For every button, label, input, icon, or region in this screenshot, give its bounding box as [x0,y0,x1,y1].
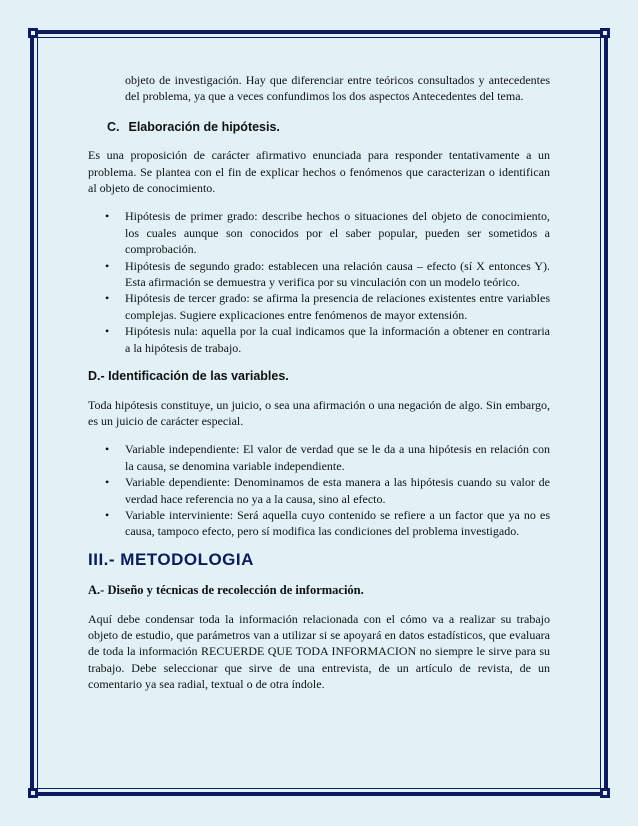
section-a-heading: A.- Diseño y técnicas de recolección de información. [88,583,364,598]
section-a-paragraph: Aquí debe condensar toda la información relacionada con el cómo va a realizar su trabajo objeto de estudio, que parámetros van a utilizar si se apoyará en datos estadísticos, que evaluara de toda la información RECUERDE QUE TODA INFORMACION no siempre le sirve para su trabajo. Debe seleccionar que sirve de una entrevista, de un artículo de revista, de un comentario ya sea radial, textual o de otra índole. [88,611,550,692]
bullet-icon: • [105,442,110,457]
corner-ornament-bottom-left [24,784,42,802]
section-c-title: Elaboración de hipótesis. [128,119,280,134]
variables-list [88,441,550,539]
hypothesis-list [88,208,550,356]
list-item-text: Variable interviniente: Será aquella cuyo contenido se refiere a un factor que ya no es causa, tampoco efecto, pero sí modifica las condiciones del problema investigado. [125,507,550,539]
list-item [88,258,550,291]
corner-ornament-top-left [24,24,42,42]
list-item [88,323,550,356]
list-item [88,507,550,540]
bullet-icon: • [105,258,110,273]
list-item-text: Variable dependiente: Denominamos de esta manera a las hipótesis cuando su valor de verdad hace referencia no ya a la causa, sino al efecto. [125,475,550,506]
bullet-icon: • [105,507,110,522]
list-item-text: Hipótesis de primer grado: describe hechos o situaciones del objeto de conocimiento, los cuales aunque son conocidos por el saber popular, pueden ser sometidos a comprobación. [125,209,550,257]
bullet-icon: • [105,209,110,224]
intro-paragraph: objeto de investigación. Hay que diferenciar entre teóricos consultados y antecedentes del problema, ya que a veces confundimos los dos aspectos Antecedentes del tema. [125,73,550,104]
corner-ornament-bottom-right [596,784,614,802]
section-c-heading [88,119,550,135]
list-item-text: Hipótesis de segundo grado: establecen una relación causa – efecto (sí X entonces Y). Esta afirmación se demuestra y verifica por su vinculación con un modelo teórico. [125,258,550,290]
section-c-label: C. [107,119,120,134]
bullet-icon: • [105,475,110,490]
list-item-text: Hipótesis de tercer grado: se afirma la presencia de relaciones existentes entre variables complejas. Sugiere explicaciones entre fenómenos de mayor extensión. [125,291,550,322]
section-d-paragraph: Toda hipótesis constituye, un juicio, o sea una afirmación o una negación de algo. Sin embargo, es un juicio de carácter especial. [88,397,550,428]
document-page [88,72,550,693]
section-c-paragraph: Es una proposición de carácter afirmativo enunciada para responder tentativamente a un problema. Se plantea con el fin de explicar hechos o fenómenos que caracterizan o identifican al objeto de conocimiento. [88,148,550,196]
list-item [88,208,550,257]
section-d-heading: D.- Identificación de las variables. [88,369,289,384]
list-item [88,290,550,323]
corner-ornament-top-right [596,24,614,42]
list-item-text: Variable independiente: El valor de verdad que se le da a una hipótesis en relación con la causa, se denomina variable independiente. [125,442,550,473]
section-iii-heading: III.- METODOLOGIA [88,549,254,569]
list-item-text: Hipótesis nula: aquella por la cual indicamos que la información a obtener en contraria a la hipótesis de trabajo. [125,324,550,355]
bullet-icon: • [105,324,110,339]
list-item [88,441,550,474]
bullet-icon: • [105,291,110,306]
list-item [88,474,550,507]
